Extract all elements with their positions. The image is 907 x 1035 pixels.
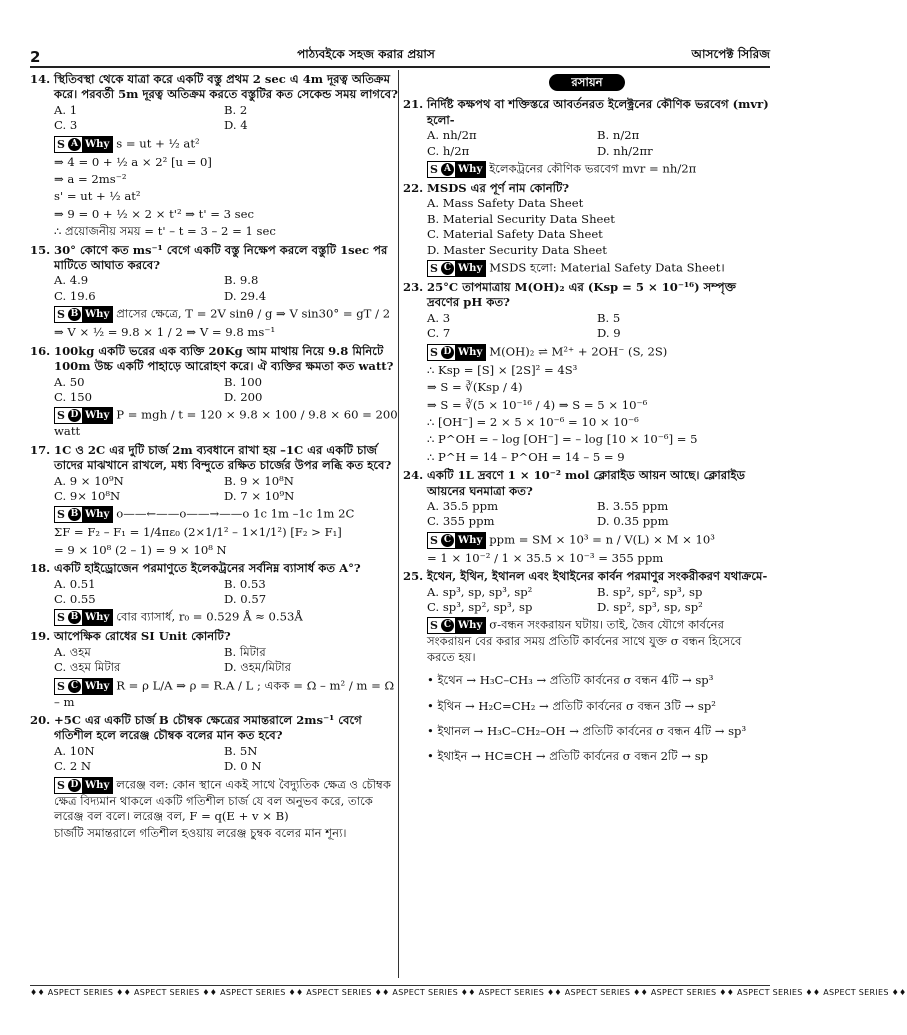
question-block	[403, 468, 771, 566]
badge-s: S	[57, 137, 65, 151]
option: B. 3.55 ppm	[597, 498, 669, 513]
badge-why: Why	[455, 345, 485, 360]
question-text	[403, 280, 771, 311]
question-block	[403, 569, 771, 765]
bullet-item: • ইথেন → H₃C–CH₃ → প্রতিটি কার্বনের σ বন্ধন 4টি → sp³	[427, 673, 714, 688]
solution-line	[427, 398, 771, 413]
question-block	[30, 713, 402, 842]
bullet-item: • ইথাইন → HC≡CH → প্রতিটি কার্বনের σ বন্ধন 2টি → sp	[427, 749, 709, 764]
question-number: 14.	[30, 72, 51, 86]
solution-line	[427, 532, 771, 549]
solution-text: ∴ Ksp = [S] × [2S]² = 4S³	[427, 362, 578, 377]
solution-line	[54, 407, 402, 439]
solution-text: = 1 × 10⁻² / 1 × 35.5 × 10⁻³ = 355 ppm	[427, 550, 664, 565]
question-text	[30, 713, 402, 744]
answer-badge	[54, 506, 113, 523]
options-grid	[403, 311, 771, 342]
badge-answer-letter: B	[68, 508, 81, 521]
option: D. 29.4	[224, 288, 267, 303]
option: D. 0.57	[224, 591, 267, 606]
solution-text: ⇒ S = ∛(Ksp / 4)	[427, 380, 523, 395]
question-body: আপেক্ষিক রোধের SI Unit কোনটি?	[54, 629, 231, 644]
solution-text: প্রাসের ক্ষেত্রে, T = 2V sinθ / g ⇒ V sin30° = gT / 2	[116, 306, 391, 321]
answer-badge	[427, 617, 486, 634]
options-grid	[30, 645, 402, 676]
option: D. 0 N	[224, 759, 262, 774]
badge-s: S	[57, 508, 65, 522]
badge-s: S	[430, 262, 438, 276]
option: B. মিটার	[224, 644, 266, 659]
badge-s: S	[57, 778, 65, 792]
solution-text: ⇒ S = ∛(5 × 10⁻¹⁶ / 4) ⇒ S = 5 × 10⁻⁶	[427, 397, 648, 412]
solution-line	[54, 678, 402, 710]
question-text	[403, 181, 771, 196]
solution-line	[54, 506, 402, 523]
solution-text: ইলেকট্রনের কৌণিক ভরবেগ mvr = nh/2π	[489, 161, 697, 176]
question-text	[30, 243, 402, 274]
options-grid	[30, 474, 402, 505]
question-block	[30, 344, 402, 440]
option: C. ওহম মিটার	[54, 660, 121, 675]
badge-s: S	[430, 533, 438, 547]
option: C. 0.55	[54, 591, 96, 606]
left-column	[30, 72, 402, 845]
solution-line	[54, 207, 402, 222]
solution-text: M(OH)₂ ⇌ M²⁺ + 2OH⁻ (S, 2S)	[489, 344, 668, 359]
option: D. sp², sp³, sp, sp²	[597, 599, 703, 614]
option: B. 9.8	[224, 273, 259, 288]
option: A. 4.9	[54, 273, 89, 288]
question-number: 17.	[30, 442, 51, 457]
solution-text: ∴ P^OH = – log [OH⁻] = – log [10 × 10⁻⁶] = 5	[427, 432, 698, 447]
question-text	[403, 468, 771, 499]
badge-s: S	[57, 409, 65, 423]
badge-why: Why	[82, 137, 112, 152]
solution-text: ppm = SM × 10³ = n / V(L) × M × 10³	[489, 532, 715, 547]
badge-why: Why	[82, 307, 112, 322]
option: A. ওহম	[54, 644, 91, 659]
solution-text: MSDS হলো: Material Safety Data Sheet।	[489, 260, 725, 275]
option: B. Material Security Data Sheet	[427, 211, 615, 226]
option: C. 9× 10⁸N	[54, 488, 121, 503]
header-series: আসপেক্ট সিরিজ	[691, 47, 770, 61]
option: B. 2	[224, 102, 248, 117]
bullet-item: • ইথানল → H₃C–CH₂–OH → প্রতিটি কার্বনের σ বন্ধন 4টি → sp³	[427, 724, 747, 738]
solution	[30, 678, 402, 710]
footer-strip: ♦♦ ASPECT SERIES ♦♦ ASPECT SERIES ♦♦ ASPECT SERIES ♦♦ ASPECT SERIES ♦♦ ASPECT SERIES ♦♦ ASPECT SERIES ♦♦ ASPECT SERIES ♦♦ ASPECT SERIES ♦♦ ASPECT SERIES ♦♦ ASPECT SERIES ♦♦	[30, 985, 770, 1000]
column-divider	[398, 70, 399, 978]
option: D. 9	[597, 326, 621, 341]
solution-line	[54, 525, 402, 540]
solution-text: লরেঞ্জ বল: কোন স্থানে একই সাথে বৈদ্যুতিক ক্ষেত্র ও চৌম্বক ক্ষেত্র বিদ্যমান থাকলে একটি গতিশীল চার্জ যে বল অনুভব করে, তাকে লরেঞ্জ বল বলে। লরেঞ্জ বল, F = q(E + v × B)	[54, 777, 391, 824]
answer-badge	[54, 136, 113, 153]
question-body: নির্দিষ্ট কক্ষপথ বা শক্তিস্তরে আবর্তনরত ইলেক্ট্রনের কৌণিক ভরবেগ (mvr) হলো-	[427, 97, 769, 127]
answer-badge	[427, 344, 486, 361]
answer-badge	[427, 161, 486, 178]
question-body: 25°C তাপমাত্রায় M(OH)₂ এর (Ksp = 5 × 10⁻¹⁶) সম্পৃক্ত দ্রবণের pH কত?	[427, 280, 736, 310]
question-number: 20.	[30, 713, 51, 727]
solution-text: ⇒ 9 = 0 + ½ × 2 × t'² ⇒ t' = 3 sec	[54, 206, 254, 221]
badge-why: Why	[455, 533, 485, 548]
solution-line	[54, 224, 402, 239]
question-body: 100kg একটি ভরের এক ব্যক্তি 20Kg আম মাথায় নিয়ে 9.8 মিনিটে 100m উচ্চ একটি পাহাড়ে আরোহণ করে। ঐ ব্যক্তির ক্ষমতা কত watt?	[54, 343, 394, 374]
question-text	[30, 72, 402, 103]
badge-why: Why	[82, 408, 112, 423]
solution-text: ΣF = F₂ – F₁ = 1/4πε₀ (2×1/1² – 1×1/1²) [F₂ > F₁]	[54, 525, 342, 540]
solution-text: R = ρ L/A ⇒ ρ = R.A / L ; একক = Ω – m² / m = Ω – m	[54, 678, 395, 709]
solution-text: ∴ [OH⁻] = 2 × 5 × 10⁻⁶ = 10 × 10⁻⁶	[427, 414, 639, 429]
option: C. Material Safety Data Sheet	[427, 227, 603, 242]
option: C. sp³, sp², sp³, sp	[427, 599, 533, 614]
option: D. 7 × 10⁹N	[224, 488, 295, 503]
option: D. 4	[224, 118, 248, 133]
option: A. 3	[427, 310, 451, 325]
badge-answer-letter: C	[68, 680, 81, 693]
answer-badge	[54, 609, 113, 626]
question-body: 1C ও 2C এর দুটি চার্জ 2m ব্যবধানে রাখা হয় –1C এর একটি চার্জ তাদের মাঝখানে রাখলে, মধ্য বিন্দুতে রক্ষিত চার্জের উপর লব্ধি কত হবে?	[54, 442, 392, 473]
question-text	[30, 443, 402, 474]
answer-badge	[427, 532, 486, 549]
solution-text: P = mgh / t = 120 × 9.8 × 100 / 9.8 × 60 = 200 watt	[54, 407, 398, 439]
option: B. n/2π	[597, 128, 640, 143]
badge-answer-letter: A	[441, 163, 454, 176]
option: A. 1	[54, 102, 78, 117]
solution-line	[427, 551, 771, 566]
badge-answer-letter: A	[68, 138, 81, 151]
solution-line	[54, 306, 402, 323]
solution	[30, 609, 402, 626]
option: A. 10N	[54, 743, 95, 758]
question-text	[403, 97, 771, 128]
badge-why: Why	[82, 778, 112, 793]
badge-answer-letter: B	[68, 611, 81, 624]
solution-text: o——←——o——→——o 1c 1m –1c 1m 2C	[116, 506, 355, 521]
solution-line	[427, 617, 771, 665]
question-body: MSDS এর পূর্ণ নাম কোনটি?	[427, 181, 570, 196]
solution-text: ∴ প্রয়োজনীয় সময় = t' – t = 3 – 2 = 1 sec	[54, 224, 276, 239]
question-text	[30, 561, 402, 576]
badge-why: Why	[455, 261, 485, 276]
question-text	[403, 569, 771, 584]
question-text	[30, 629, 402, 644]
solution-text: = 9 × 10⁸ (2 – 1) = 9 × 10⁸ N	[54, 542, 227, 557]
solution-line	[54, 189, 402, 204]
option: B. 5N	[224, 743, 258, 758]
solution-line	[427, 161, 771, 178]
answer-badge	[54, 777, 113, 794]
option: B. 9 × 10⁸N	[224, 473, 294, 488]
option: A. 0.51	[54, 576, 96, 591]
solution	[30, 777, 402, 842]
solution-line	[54, 172, 402, 187]
option: A. 35.5 ppm	[427, 498, 499, 513]
solution-text: ⇒ 4 = 0 + ½ a × 2² [u = 0]	[54, 154, 212, 169]
badge-answer-letter: C	[441, 619, 454, 632]
option: C. 3	[54, 118, 78, 133]
badge-answer-letter: B	[68, 308, 81, 321]
solution	[403, 532, 771, 566]
options-grid	[403, 128, 771, 159]
badge-s: S	[430, 619, 438, 633]
answer-badge	[427, 260, 486, 277]
options-grid	[403, 585, 771, 616]
solution-text: s = ut + ½ at²	[116, 136, 200, 151]
badge-s: S	[57, 679, 65, 693]
question-number: 16.	[30, 343, 51, 358]
solution	[403, 344, 771, 465]
option: D. Master Security Data Sheet	[427, 242, 607, 257]
options-grid	[30, 103, 402, 134]
options-grid	[30, 744, 402, 775]
solution-line	[54, 777, 402, 825]
option: A. 50	[54, 374, 85, 389]
question-body: ইথেন, ইথিন, ইথানল এবং ইথাইনের কার্বন পরমাণুর সংকরীকরণ যথাক্রমে-	[427, 569, 768, 584]
question-number: 24.	[403, 468, 424, 483]
option: B. sp², sp², sp³, sp	[597, 584, 703, 599]
right-column	[403, 72, 771, 775]
options-grid	[403, 196, 771, 258]
page-header	[30, 46, 770, 68]
solution-text: s' = ut + ½ at²	[54, 189, 141, 204]
question-number: 23.	[403, 280, 424, 295]
option: C. h/2π	[427, 143, 470, 158]
solution-text: σ-বন্ধন সংকরায়ন ঘটায়। তাই, জৈব যৌগে কার্বনের সংকরায়ন বের করার সময় প্রতিটি কার্বনের সাথে যুক্ত σ বন্ধন হিসেবে করতে হয়।	[427, 617, 742, 664]
option: C. 355 ppm	[427, 514, 495, 529]
solution-line	[54, 325, 402, 340]
question-block	[403, 97, 771, 178]
badge-answer-letter: D	[68, 409, 81, 422]
option: C. 2 N	[54, 759, 92, 774]
badge-answer-letter: D	[441, 346, 454, 359]
option: C. 150	[54, 389, 92, 404]
badge-why: Why	[455, 162, 485, 177]
solution	[403, 617, 771, 665]
solution-line	[54, 609, 402, 626]
badge-why: Why	[82, 507, 112, 522]
option: A. sp³, sp, sp³, sp²	[427, 584, 533, 599]
option: C. 19.6	[54, 288, 96, 303]
options-grid	[403, 499, 771, 530]
badge-s: S	[430, 345, 438, 359]
badge-why: Why	[82, 679, 112, 694]
solution-line	[427, 260, 771, 277]
question-block	[30, 629, 402, 710]
option: C. 7	[427, 326, 451, 341]
option: B. 100	[224, 374, 263, 389]
solution	[30, 506, 402, 558]
answer-badge	[54, 306, 113, 323]
question-number: 22.	[403, 181, 424, 196]
solution-line	[54, 826, 402, 841]
solution	[30, 407, 402, 439]
option: D. ওহম/মিটার	[224, 660, 292, 675]
question-number: 15.	[30, 242, 51, 257]
option: A. nh/2π	[427, 128, 477, 143]
question-body: 30° কোণে কত ms⁻¹ বেগে একটি বস্তু নিক্ষেপ করলে বস্তুটি 1sec পর মাটিতে আঘাত করবে?	[54, 242, 388, 273]
solution	[30, 306, 402, 340]
option: D. 200	[224, 389, 263, 404]
solution-line	[54, 155, 402, 170]
question-block	[30, 443, 402, 558]
solution-line	[54, 136, 402, 153]
options-grid	[30, 577, 402, 608]
solution	[403, 260, 771, 277]
badge-s: S	[57, 611, 65, 625]
question-block	[30, 561, 402, 626]
solution-line	[54, 543, 402, 558]
question-number: 25.	[403, 569, 424, 584]
solution-line	[427, 363, 771, 378]
page-number: 2	[30, 48, 41, 66]
option: D. nh/2πr	[597, 143, 653, 158]
question-body: একটি হাইড্রোজেন পরমাণুতে ইলেকট্রনের সর্বনিম্ন ব্যাসার্ধ কত A°?	[54, 561, 361, 576]
option: A. Mass Safety Data Sheet	[427, 196, 584, 211]
question-number: 18.	[30, 561, 51, 576]
badge-answer-letter: C	[441, 262, 454, 275]
bullet-item: • ইথিন → H₂C=CH₂ → প্রতিটি কার্বনের σ বন্ধন 3টি → sp²	[427, 698, 716, 713]
solution-line	[427, 450, 771, 465]
question-block	[30, 243, 402, 341]
badge-answer-letter: D	[68, 779, 81, 792]
option: B. 5	[597, 310, 621, 325]
question-number: 21.	[403, 97, 424, 112]
question-number: 19.	[30, 629, 51, 644]
question-block	[403, 280, 771, 465]
answer-badge	[54, 407, 113, 424]
solution-line	[427, 344, 771, 361]
solution-line	[427, 432, 771, 447]
badge-s: S	[430, 163, 438, 177]
option: B. 0.53	[224, 576, 266, 591]
question-block	[403, 181, 771, 277]
badge-answer-letter: C	[441, 534, 454, 547]
option: A. 9 × 10⁹N	[54, 473, 124, 488]
question-text	[30, 344, 402, 375]
solution-text: ∴ P^H = 14 – P^OH = 14 – 5 = 9	[427, 449, 625, 464]
solution	[403, 161, 771, 178]
answer-badge	[54, 678, 113, 695]
question-body: স্থিতিবস্থা থেকে যাত্রা করে একটি বস্তু প্রথম 2 sec এ 4m দূরত্ব অতিক্রম করে। পরবর্তী 5m দূরত্ব অতিক্রম করতে বস্তুটির কত সেকেন্ড সময় লাগবে?	[54, 72, 398, 102]
options-grid	[30, 375, 402, 406]
question-block	[30, 72, 402, 240]
solution-text: চার্জটি সমান্তরালে গতিশীল হওয়ায় লরেঞ্জ চুম্বক বলের মান শূন্য।	[54, 826, 347, 841]
solution-line	[427, 380, 771, 395]
badge-why: Why	[455, 618, 485, 633]
option: D. 0.35 ppm	[597, 514, 669, 529]
solution	[30, 136, 402, 240]
badge-s: S	[57, 308, 65, 322]
solution-text: ⇒ V × ½ = 9.8 × 1 / 2 ⇒ V = 9.8 ms⁻¹	[54, 325, 276, 340]
options-grid	[30, 273, 402, 304]
question-body: +5C এর একটি চার্জ B চৌম্বক ক্ষেত্রের সমান্তরালে 2ms⁻¹ বেগে গতিশীল হলে লরেঞ্জ চৌম্বক বলের মান কত হবে?	[54, 713, 362, 743]
solution-text: ⇒ a = 2ms⁻²	[54, 172, 127, 187]
badge-why: Why	[82, 610, 112, 625]
section-title: রসায়ন	[403, 74, 771, 91]
header-tagline: পাঠ্যবইকে সহজ করার প্রয়াস	[297, 47, 435, 61]
solution-line	[427, 415, 771, 430]
question-body: একটি 1L দ্রবণে 1 × 10⁻² mol ক্লোরাইড আয়ন আছে। ক্লোরাইড আয়নের ঘনমাত্রা কত?	[427, 468, 746, 498]
solution-text: বোর ব্যাসার্ধ, r₀ = 0.529 Å ≈ 0.53Å	[116, 609, 303, 624]
